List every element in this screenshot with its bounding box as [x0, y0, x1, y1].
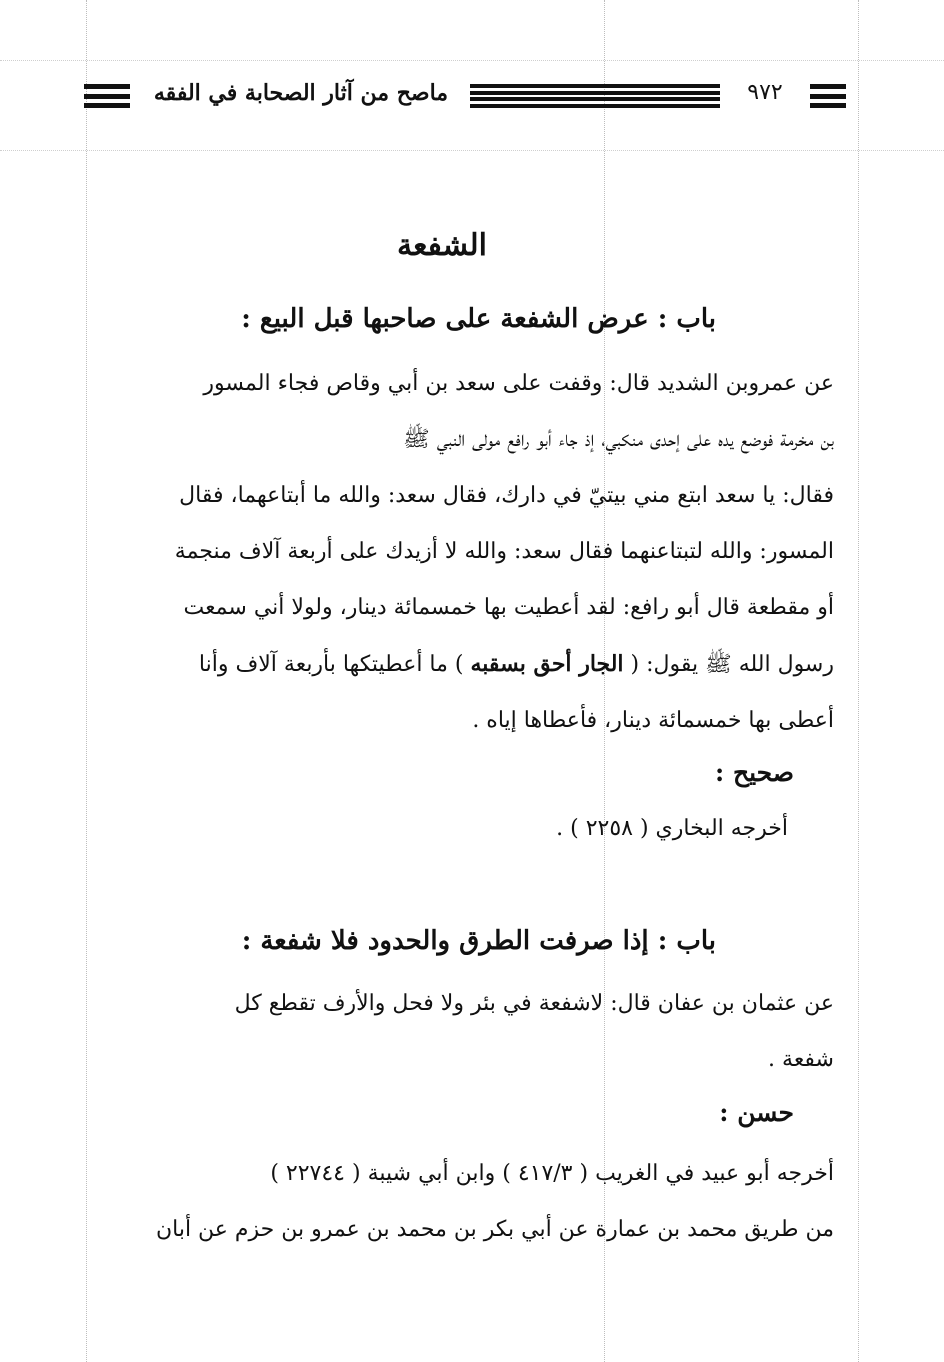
running-header	[84, 80, 846, 112]
scan-guide-line	[858, 0, 859, 1362]
grading-label: حسن :	[719, 1098, 794, 1127]
header-rule-middle	[470, 84, 720, 108]
text-segment: ) ما أعطيتكها بأربعة آلاف وأنا	[198, 652, 464, 677]
scan-guide-line	[0, 150, 944, 151]
source-reference	[94, 1146, 834, 1258]
hadith-quote: الجار أحق بسقبه	[470, 651, 624, 677]
source-reference: أخرجه البخاري ( ٢٢٥٨ ) .	[556, 816, 788, 841]
narration-paragraph	[94, 976, 834, 1088]
text-line: المسور: والله لتبتاعنهما فقال سعد: والله لا أزيدك على أربعة آلاف منجمة	[174, 539, 834, 564]
text-segment: رسول الله ﷺ يقول: (	[630, 652, 834, 677]
text-line: عن عمروبن الشديد قال: وقفت على سعد بن أبي وقاص فجاء المسور	[203, 371, 834, 396]
text-line: فقال: يا سعد ابتع مني بيتيّ في دارك، فقال سعد: والله ما أبتاعهما، فقال	[179, 483, 834, 508]
scan-guide-line	[86, 0, 87, 1362]
text-line: عن عثمان بن عفان قال: لاشفعة في بئر ولا فحل والأرف تقطع كل	[234, 991, 834, 1016]
text-line: أو مقطعة قال أبو رافع: لقد أعطيت بها خمسمائة دينار، ولولا أني سمعت	[183, 595, 834, 620]
section-heading: باب : إذا صرفت الطرق والحدود فلا شفعة :	[241, 926, 716, 956]
book-title: ماصح من آثار الصحابة في الفقه	[153, 80, 449, 106]
scan-guide-line	[0, 60, 944, 61]
header-rule-left	[84, 84, 130, 108]
page-number: ٩٧٢	[747, 80, 783, 105]
narration-paragraph	[94, 356, 834, 749]
header-rule-right	[810, 84, 846, 108]
text-line: من طريق محمد بن عمارة عن أبي بكر بن محمد بن عمرو بن حزم عن أبان	[155, 1217, 834, 1242]
text-line: أعطى بها خمسمائة دينار، فأعطاها إياه .	[472, 708, 834, 733]
text-line: أخرجه أبو عبيد في الغريب ( ٤١٧/٣ ) وابن أبي شيبة ( ٢٢٧٤٤ )	[270, 1161, 834, 1186]
chapter-title: الشفعة	[397, 228, 487, 263]
text-line: شفعة .	[768, 1047, 834, 1072]
grading-label: صحيح :	[715, 758, 794, 787]
section-heading: باب : عرض الشفعة على صاحبها قبل البيع :	[241, 304, 716, 334]
text-line	[94, 636, 834, 693]
text-line: بن مخرمة فوضع يده على إحدى منكبي، إذ جاء أبو رافع مولى النبي ﷺ	[403, 427, 834, 452]
